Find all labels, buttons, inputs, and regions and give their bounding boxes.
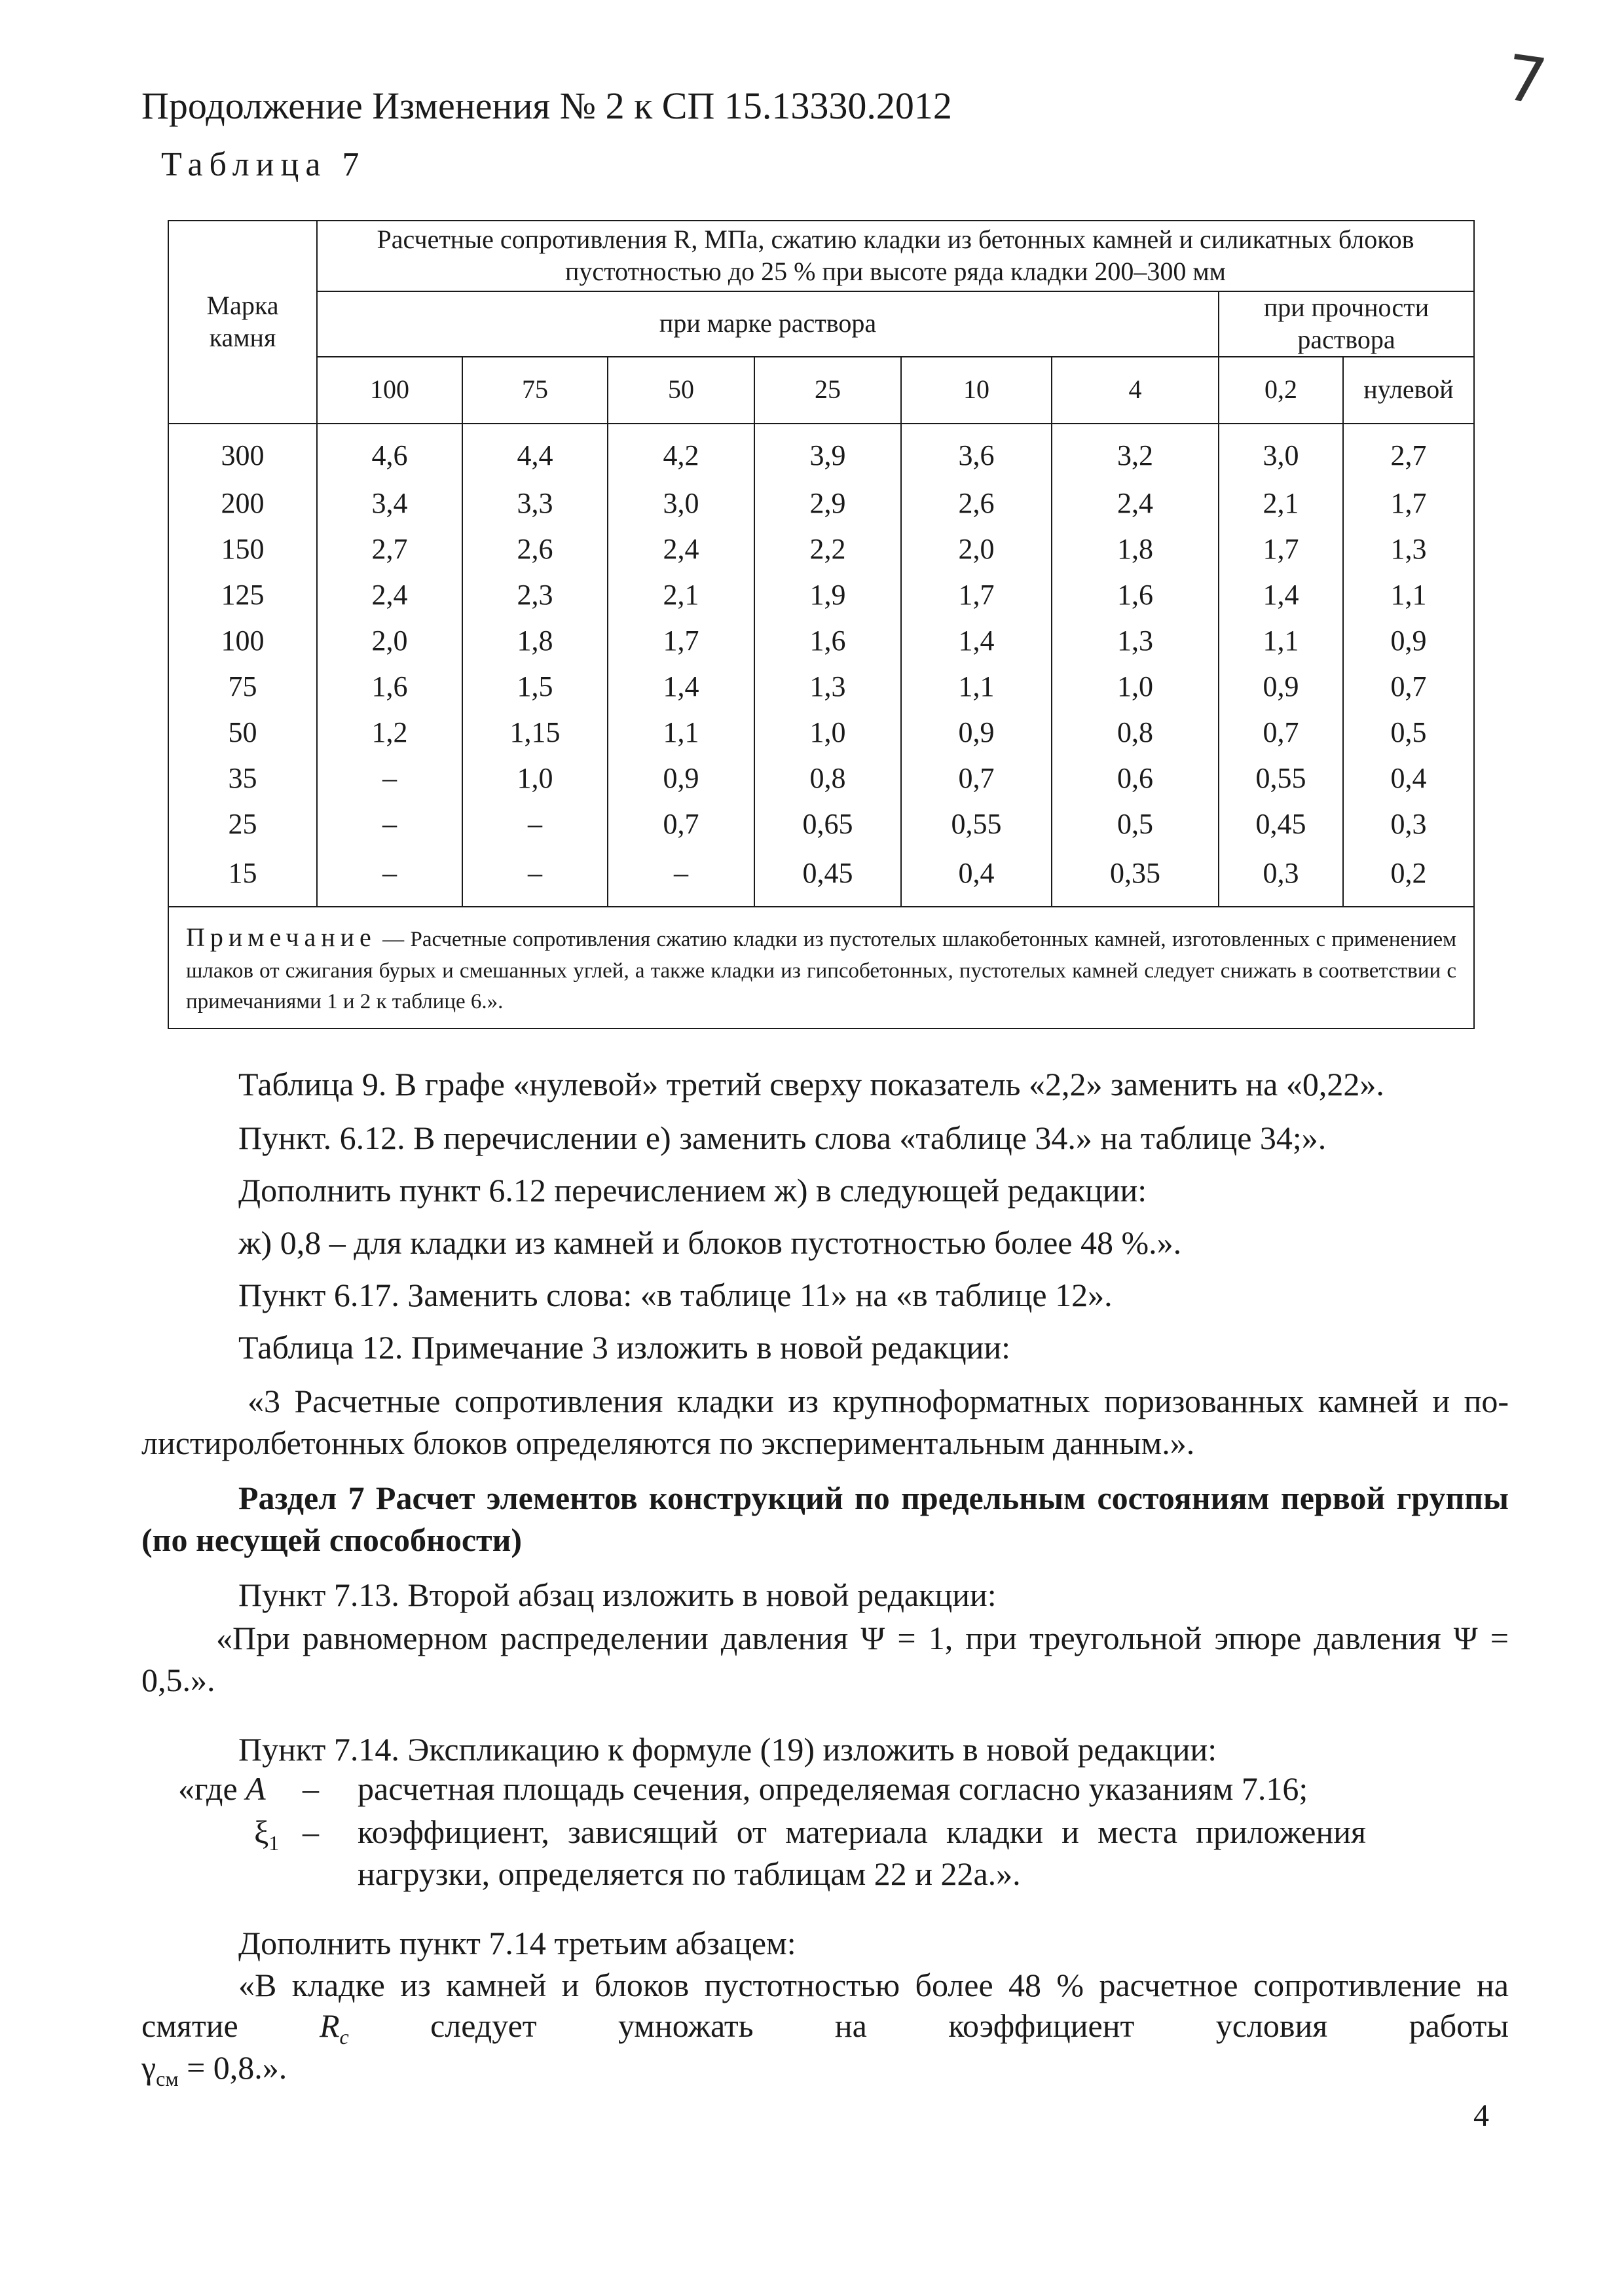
stone-grade-cell: 25: [168, 801, 317, 847]
column-header: 100: [317, 357, 462, 424]
table-row: [168, 481, 1474, 526]
table-cell: 2,9: [754, 481, 901, 526]
table-cell: 1,6: [317, 664, 462, 710]
table-footer: [168, 907, 1474, 1029]
explication-text: расчетная площадь сечения, определяемая согласно указаниям 7.16;: [358, 1770, 1308, 1807]
table-cell: 0,8: [1052, 710, 1219, 756]
section-heading: (по несущей способности): [141, 1522, 523, 1558]
table-cell: 0,55: [1219, 756, 1343, 801]
word: умножать: [618, 2007, 754, 2044]
column-header: 75: [462, 357, 608, 424]
paragraph: Дополнить пункт 6.12 перечислением ж) в следующей редакции:: [238, 1172, 1147, 1209]
table-cell: 1,0: [1052, 664, 1219, 710]
table-cell: 1,2: [317, 710, 462, 756]
table-cell: 1,7: [901, 572, 1052, 618]
table-cell: 3,9: [754, 424, 901, 481]
table-cell: 1,4: [608, 664, 754, 710]
table-cell: 0,8: [754, 756, 901, 801]
table-cell: 2,1: [608, 572, 754, 618]
table-row: [168, 801, 1474, 847]
table-cell: 2,0: [901, 526, 1052, 572]
table-cell: 3,2: [1052, 424, 1219, 481]
table-body: [168, 424, 1474, 907]
table-cell: 1,3: [1343, 526, 1474, 572]
table-cell: 1,1: [608, 710, 754, 756]
table-cell: 2,0: [317, 618, 462, 664]
table-row: [168, 756, 1474, 801]
table-cell: 1,4: [901, 618, 1052, 664]
symbol-gamma: $\gamma_{см}$: [141, 2049, 179, 2090]
symbol-rc: $R_c$: [320, 2007, 349, 2049]
paragraph: Пункт. 6.12. В перечислении е) заменить слова «таблице 34.» на таблице 34;».: [238, 1120, 1327, 1156]
table-cell: 3,6: [901, 424, 1052, 481]
table-cell: 1,7: [1219, 526, 1343, 572]
table-cell: –: [317, 756, 462, 801]
table-cell: 0,7: [1219, 710, 1343, 756]
table-cell: 1,1: [1219, 618, 1343, 664]
table-cell: 2,2: [754, 526, 901, 572]
paragraph: «При равномерном распределении давления Ψ = 1, при треугольной эпюре давления Ψ =: [216, 1620, 1509, 1656]
table-cell: 1,3: [754, 664, 901, 710]
table-cell: 0,5: [1052, 801, 1219, 847]
table-cell: 0,9: [1343, 618, 1474, 664]
page-number: 4: [1473, 2098, 1489, 2133]
word: на: [834, 2007, 867, 2044]
table-cell: 0,9: [1219, 664, 1343, 710]
table-cell: 0,5: [1343, 710, 1474, 756]
table-cell: 0,3: [1219, 847, 1343, 907]
table-cell: 0,7: [901, 756, 1052, 801]
word: работы: [1409, 2007, 1509, 2044]
section-heading: Раздел 7 Расчет элементов конструкций по предельным состояниям первой группы: [238, 1480, 1509, 1516]
table-cell: 2,4: [608, 526, 754, 572]
table-cell: 0,4: [1343, 756, 1474, 801]
symbol-a: A: [246, 1770, 266, 1807]
document-title: Продолжение Изменения № 2 к СП 15.13330.2012: [141, 84, 952, 127]
paragraph: Пункт 6.17. Заменить слова: «в таблице 11» на «в таблице 12».: [238, 1277, 1113, 1313]
stone-grade-cell: 50: [168, 710, 317, 756]
column-header: нулевой: [1343, 357, 1474, 424]
table-cell: 2,4: [317, 572, 462, 618]
note-label: Примечание: [186, 922, 377, 952]
paragraph: 0,5.».: [141, 1662, 215, 1698]
table-cell: 4,4: [462, 424, 608, 481]
paragraph: Дополнить пункт 7.14 третьим абзацем:: [238, 1925, 796, 1961]
table-cell: 1,0: [754, 710, 901, 756]
paragraph: Пункт 7.14. Экспликацию к формуле (19) изложить в новой редакции:: [238, 1731, 1217, 1768]
table-cell: 0,9: [608, 756, 754, 801]
paragraph: Таблица 12. Примечание 3 изложить в новой редакции:: [238, 1329, 1011, 1366]
table-cell: 1,6: [1052, 572, 1219, 618]
table-cell: 0,45: [1219, 801, 1343, 847]
paragraph: листиролбетонных блоков определяются по экспериментальным данным.».: [141, 1425, 1195, 1461]
table-cell: 0,7: [1343, 664, 1474, 710]
stub-header: Марка камня: [168, 221, 317, 424]
paragraph: ж) 0,8 – для кладки из камней и блоков пустотностью более 48 %.».: [238, 1224, 1182, 1261]
table-cell: 1,8: [462, 618, 608, 664]
table-cell: 1,3: [1052, 618, 1219, 664]
table-cell: 1,9: [754, 572, 901, 618]
word: смятие: [141, 2007, 238, 2044]
table-cell: 3,0: [608, 481, 754, 526]
table-cell: 0,55: [901, 801, 1052, 847]
stone-grade-cell: 100: [168, 618, 317, 664]
table-cell: 0,35: [1052, 847, 1219, 907]
table-cell: 2,7: [1343, 424, 1474, 481]
table-cell: 1,5: [462, 664, 608, 710]
table-cell: 1,8: [1052, 526, 1219, 572]
explication-lead: «где A: [178, 1770, 266, 1807]
table-cell: 0,45: [754, 847, 901, 907]
table-header: [168, 221, 1474, 424]
paragraph-justified-line: [141, 2005, 1509, 2058]
table-row: [168, 664, 1474, 710]
table-cell: 1,1: [1343, 572, 1474, 618]
mortar-strength-header: при прочности раствора: [1219, 291, 1474, 357]
stone-grade-cell: 150: [168, 526, 317, 572]
table-cell: –: [608, 847, 754, 907]
table-row: [168, 526, 1474, 572]
table-cell: 1,1: [901, 664, 1052, 710]
table-row: [168, 710, 1474, 756]
stone-grade-cell: 75: [168, 664, 317, 710]
handwritten-page-mark: 7: [1501, 41, 1551, 119]
table-cell: 1,7: [1343, 481, 1474, 526]
word: коэффициент: [948, 2007, 1135, 2044]
table-cell: 0,4: [901, 847, 1052, 907]
explication-text: коэффициент, зависящий от материала кладки и места приложения: [358, 1813, 1366, 1850]
stone-grade-cell: 15: [168, 847, 317, 907]
table-cell: 1,7: [608, 618, 754, 664]
word: условия: [1215, 2007, 1328, 2044]
paragraph: «3 Расчетные сопротивления кладки из крупноформатных поризованных камней и по-: [248, 1383, 1509, 1419]
table-cell: 2,7: [317, 526, 462, 572]
table-cell: 0,9: [901, 710, 1052, 756]
table-cell: 2,1: [1219, 481, 1343, 526]
group-header: Расчетные сопротивления R, МПа, сжатию кладки из бетонных камней и силикатных блоков пустотностью до 25 % при высоте ряда кладки 200–300 мм: [317, 221, 1474, 291]
paragraph: Пункт 7.13. Второй абзац изложить в новой редакции:: [238, 1576, 997, 1613]
table-cell: 0,6: [1052, 756, 1219, 801]
paragraph: «В кладке из камней и блоков пустотностью более 48 % расчетное сопротивление на: [238, 1967, 1509, 2003]
table-cell: –: [317, 847, 462, 907]
column-header: 10: [901, 357, 1052, 424]
paragraph: Таблица 9. В графе «нулевой» третий сверху показатель «2,2» заменить на «0,22».: [238, 1066, 1384, 1102]
table-cell: –: [317, 801, 462, 847]
table-note: [168, 907, 1474, 1029]
paragraph: $\gamma_{см} = 0,8$.».: [141, 2049, 287, 2090]
column-header: 25: [754, 357, 901, 424]
column-header: 0,2: [1219, 357, 1343, 424]
table-cell: 2,6: [462, 526, 608, 572]
table-cell: 1,0: [462, 756, 608, 801]
table-7: [168, 220, 1475, 1029]
table-cell: 3,0: [1219, 424, 1343, 481]
table-cell: 4,2: [608, 424, 754, 481]
table-cell: 4,6: [317, 424, 462, 481]
symbol-xi: $\xi_1$: [254, 1813, 280, 1855]
column-header: 4: [1052, 357, 1219, 424]
explication-text: нагрузки, определяется по таблицам 22 и 22а.».: [358, 1855, 1021, 1892]
table-row: [168, 847, 1474, 907]
table-cell: 3,3: [462, 481, 608, 526]
table-cell: 0,65: [754, 801, 901, 847]
note-text: — Расчетные сопротивления сжатию кладки из пустотелых шлакобетонных камней, изготовленных с применением шлаков от сжигания бурых и смешанных углей, а также кладки из гипсобетонных, пустотелых камней следует снижать в соответствии с примечаниями 1 и 2 к таблице 6.».: [186, 927, 1456, 1014]
stone-grade-cell: 125: [168, 572, 317, 618]
word: следует: [430, 2007, 537, 2044]
table-cell: 2,3: [462, 572, 608, 618]
table-cell: 0,7: [608, 801, 754, 847]
table-caption: Таблица 7: [161, 146, 366, 183]
explication-dash: –: [303, 1813, 319, 1850]
stone-grade-cell: 200: [168, 481, 317, 526]
explication-dash: –: [303, 1770, 319, 1807]
stone-grade-cell: 300: [168, 424, 317, 481]
table-cell: 3,4: [317, 481, 462, 526]
table-row: [168, 618, 1474, 664]
table-row: [168, 572, 1474, 618]
table-cell: –: [462, 847, 608, 907]
table-cell: 1,4: [1219, 572, 1343, 618]
column-header: 50: [608, 357, 754, 424]
table-cell: 0,3: [1343, 801, 1474, 847]
stone-grade-cell: 35: [168, 756, 317, 801]
table-cell: 1,15: [462, 710, 608, 756]
table-cell: 1,6: [754, 618, 901, 664]
table-cell: 2,4: [1052, 481, 1219, 526]
table-cell: 0,2: [1343, 847, 1474, 907]
table-row: [168, 424, 1474, 481]
table-cell: 2,6: [901, 481, 1052, 526]
mortar-grade-header: при марке раствора: [317, 291, 1219, 357]
table-cell: –: [462, 801, 608, 847]
